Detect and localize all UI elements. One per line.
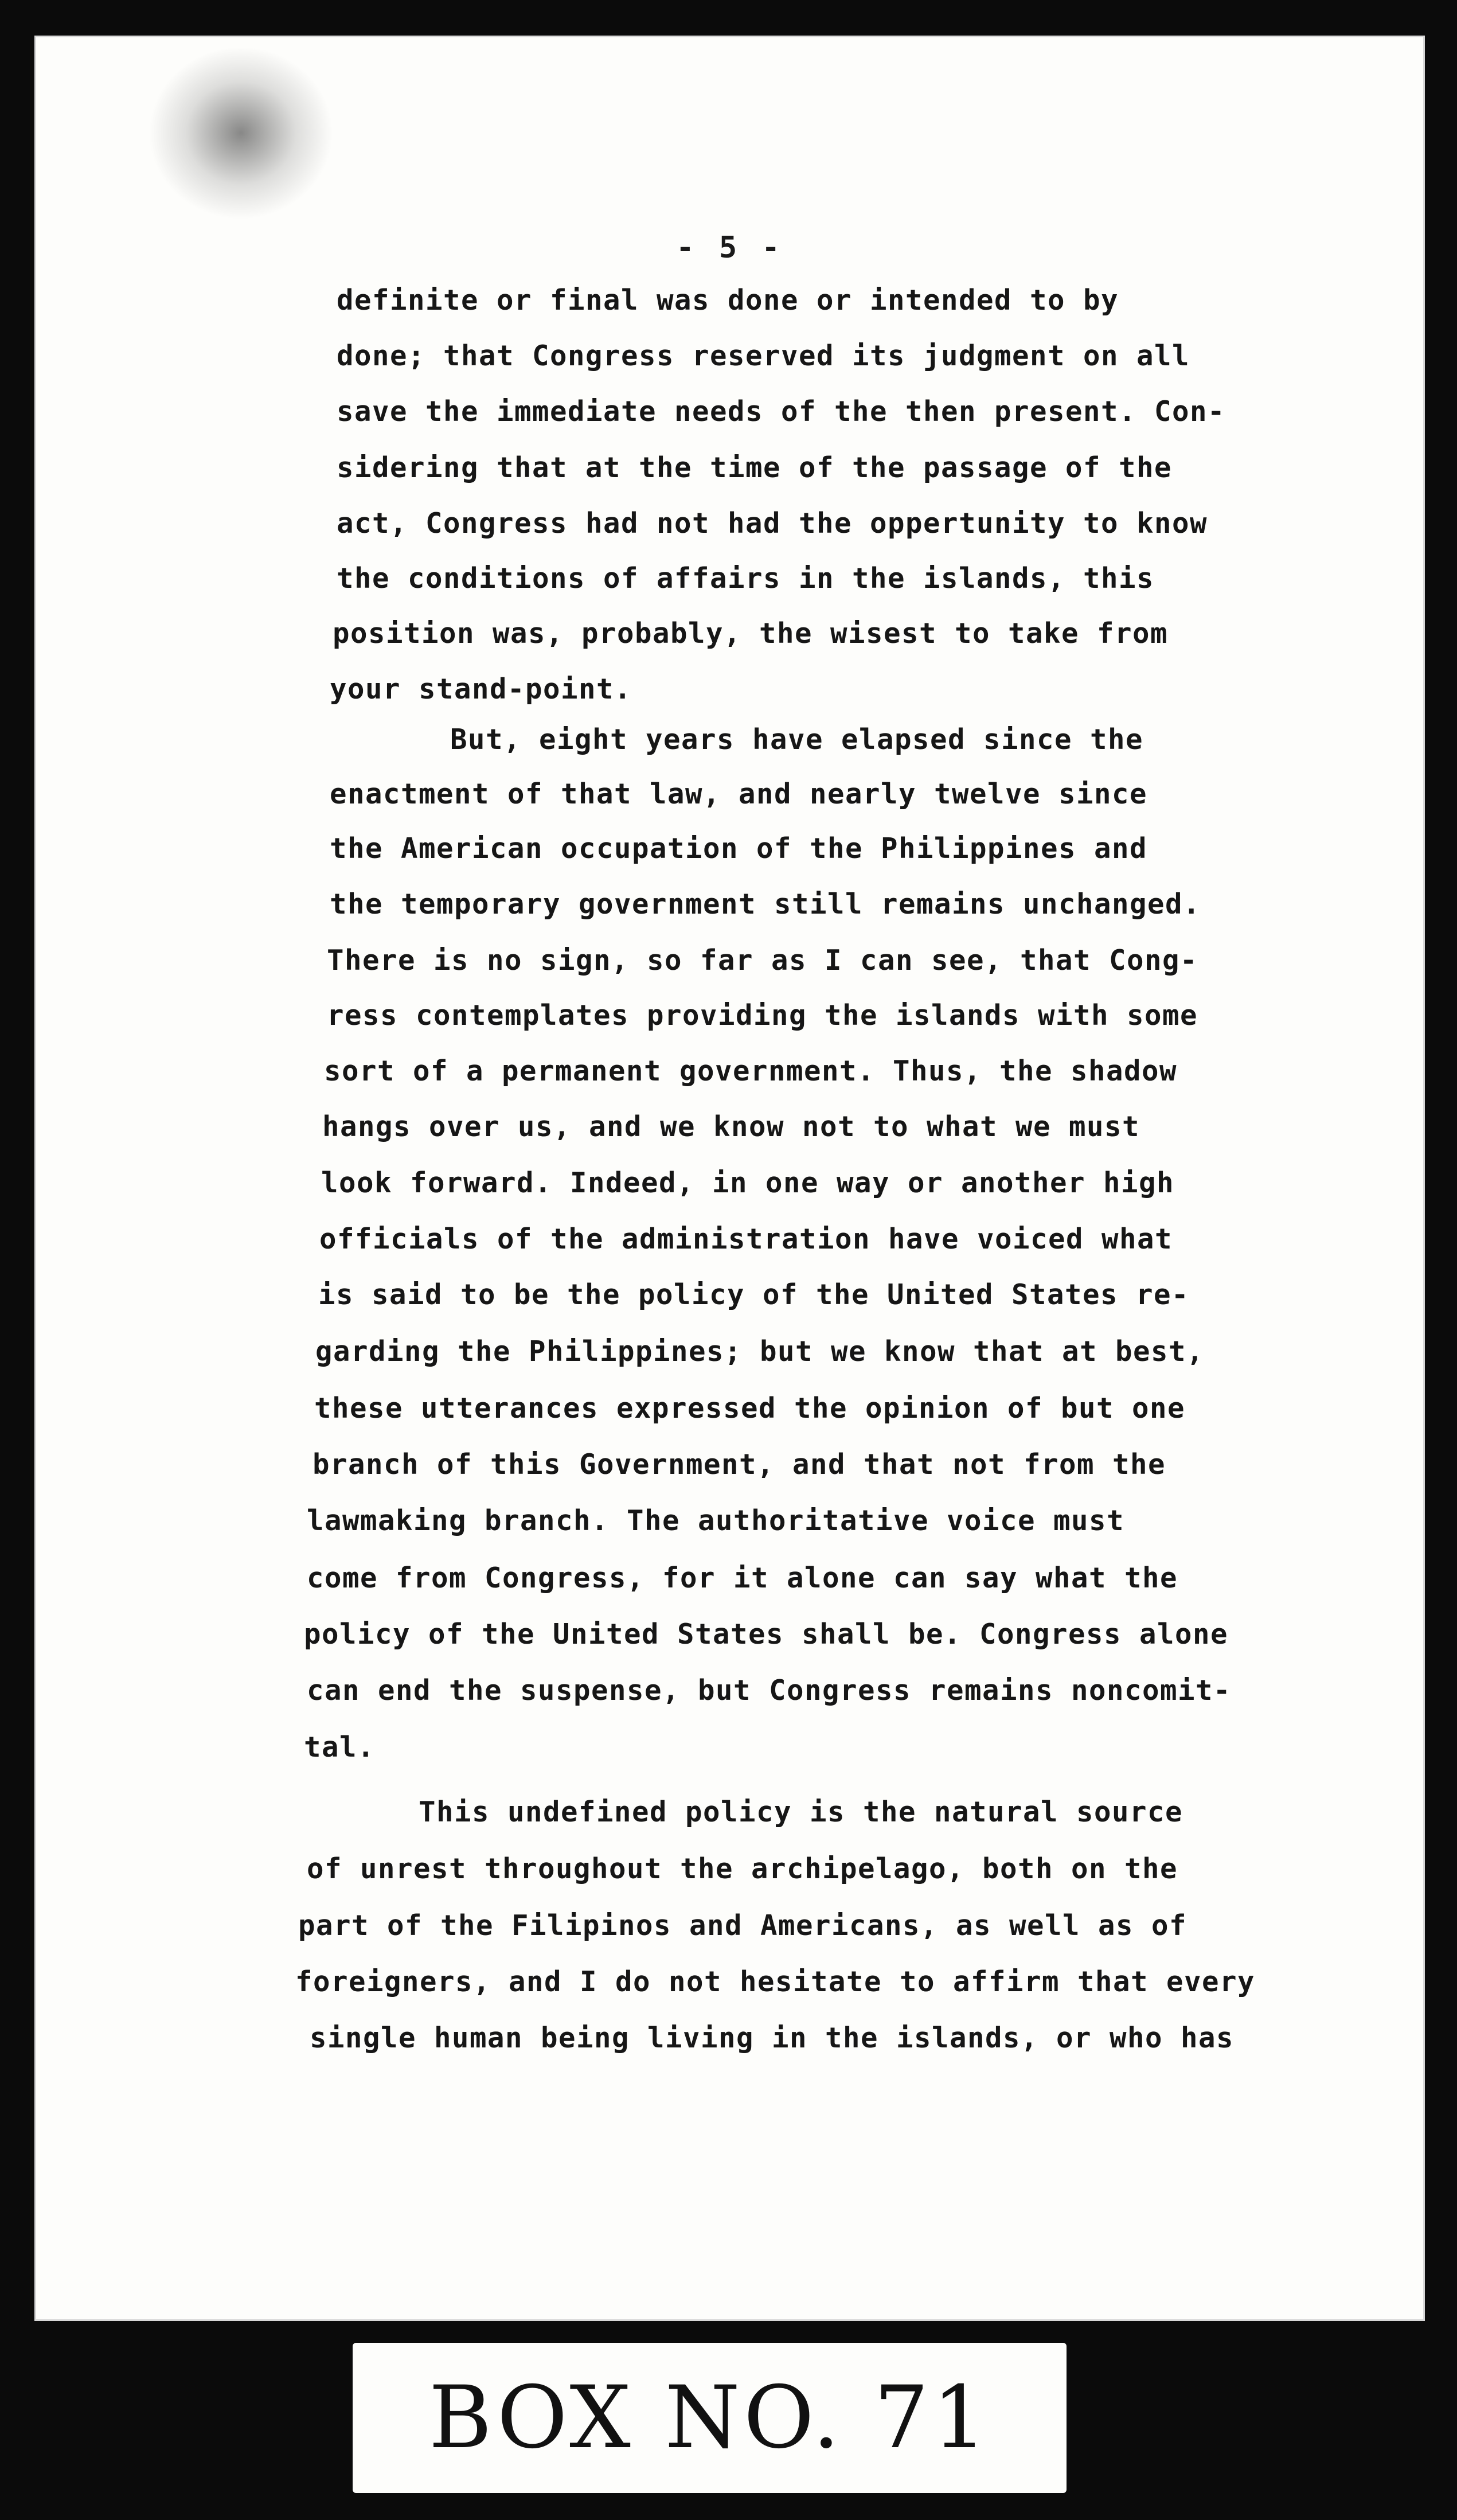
text-line: position was, probably, the wisest to take from	[333, 617, 1169, 650]
text-line: part of the Filipinos and Americans, as well as of	[298, 1909, 1188, 1942]
text-line: But, eight years have elapsed since the	[450, 723, 1144, 756]
text-line: done; that Congress reserved its judgment on all	[337, 340, 1190, 372]
text-line: save the immediate needs of the then present. Con-	[337, 395, 1226, 428]
text-line: lawmaking branch. The authoritative voice must	[307, 1504, 1125, 1537]
text-line: these utterances expressed the opinion of but one	[314, 1392, 1186, 1425]
text-line: officials of the administration have voiced what	[319, 1223, 1173, 1255]
text-line: garding the Philippines; but we know that at best,	[315, 1335, 1205, 1368]
text-line: tal.	[304, 1731, 376, 1764]
text-line: sidering that at the time of the passage of the	[337, 451, 1173, 484]
text-line: act, Congress had not had the oppertunity to know	[337, 507, 1208, 540]
text-line: policy of the United States shall be. Congress alone	[304, 1618, 1229, 1651]
text-line: ress contemplates providing the islands with some	[327, 999, 1198, 1032]
text-line: of unrest throughout the archipelago, both on the	[307, 1852, 1178, 1885]
text-line: look forward. Indeed, in one way or another high	[321, 1167, 1175, 1199]
text-line: sort of a permanent government. Thus, the shadow	[324, 1055, 1178, 1087]
text-line: This undefined policy is the natural source	[419, 1796, 1183, 1828]
box-number-label	[353, 2343, 1067, 2493]
text-line: your stand-point.	[330, 673, 632, 705]
document-page	[34, 36, 1425, 2321]
text-line: can end the suspense, but Congress remains noncomit-	[307, 1674, 1232, 1707]
text-line: the temporary government still remains unchanged.	[330, 888, 1201, 920]
text-line: hangs over us, and we know not to what we must	[322, 1110, 1140, 1143]
text-line: definite or final was done or intended to by	[337, 284, 1119, 317]
text-line: the American occupation of the Philippines and	[330, 832, 1148, 865]
text-line: single human being living in the islands, or who has	[310, 2022, 1235, 2054]
text-line: the conditions of affairs in the islands, this	[337, 562, 1155, 595]
text-line: come from Congress, for it alone can say what the	[307, 1562, 1178, 1594]
text-line: foreigners, and I do not hesitate to affirm that every	[295, 1965, 1256, 1998]
text-line: is said to be the policy of the United States re-	[318, 1278, 1190, 1311]
text-line: branch of this Government, and that not from the	[313, 1448, 1166, 1481]
text-line: There is no sign, so far as I can see, that Cong-	[327, 944, 1198, 977]
text-line: enactment of that law, and nearly twelve since	[330, 778, 1148, 810]
page-number: - 5 -	[676, 231, 783, 265]
ink-stain	[149, 47, 333, 219]
box-number-text: BOX NO. 71	[428, 2368, 991, 2468]
